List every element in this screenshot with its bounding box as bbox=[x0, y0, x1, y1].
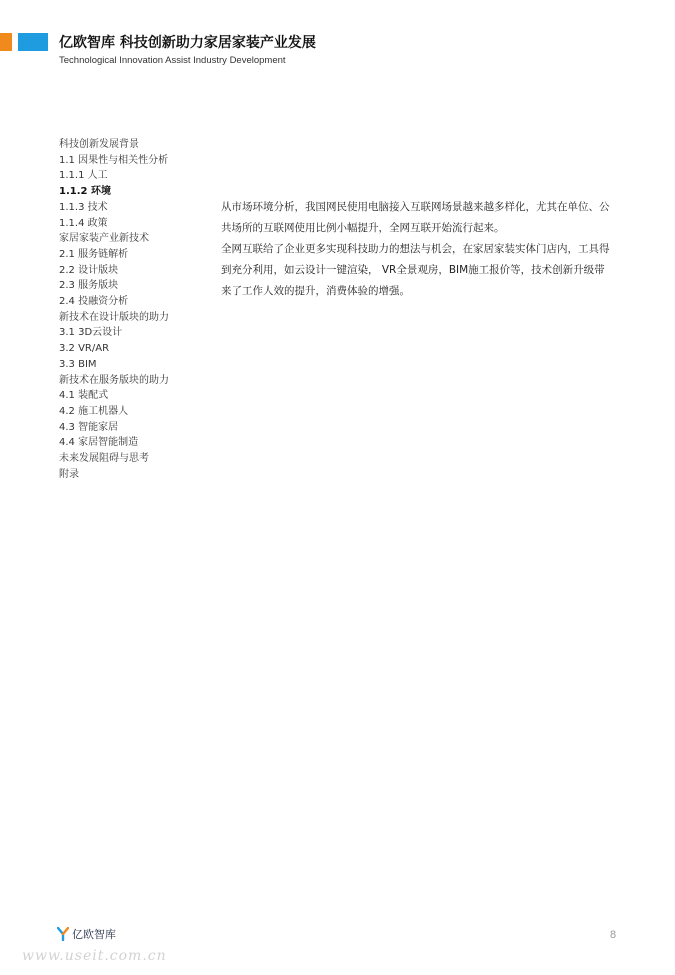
footer-logo-text: 亿欧智库 bbox=[72, 928, 116, 941]
yiou-logo-icon bbox=[57, 927, 69, 941]
toc-item[interactable]: 科技创新发展背景 bbox=[59, 139, 139, 150]
toc-item[interactable]: 新技术在设计版块的助力 bbox=[59, 311, 169, 323]
toc-item[interactable]: 4.4 家居智能制造 bbox=[59, 437, 139, 449]
toc-item[interactable]: 2.2 设计版块 bbox=[59, 264, 119, 276]
toc-item[interactable]: 未来发展阻碍与思考 bbox=[59, 453, 149, 465]
header-accent-orange bbox=[0, 33, 12, 51]
toc-item[interactable]: 4.3 智能家居 bbox=[59, 421, 119, 433]
toc-item[interactable]: 3.2 VR/AR bbox=[59, 343, 110, 355]
toc-item[interactable]: 1.1 因果性与相关性分析 bbox=[59, 154, 169, 166]
toc-item[interactable]: 2.4 投融资分析 bbox=[59, 296, 129, 308]
body-text bbox=[221, 197, 613, 302]
watermark-text: www.useit.com.cn bbox=[22, 948, 167, 964]
footer-logo bbox=[57, 926, 116, 942]
body-paragraph: 从市场环境分析，我国网民使用电脑接入互联网场景越来越多样化，尤其在单位、公共场所的互联网使用比例小幅提升，全网互联开始流行起来。 bbox=[221, 201, 610, 234]
toc-item[interactable]: 1.1.3 技术 bbox=[59, 201, 108, 213]
toc-item[interactable]: 3.3 BIM bbox=[59, 358, 97, 370]
page-subtitle: Technological Innovation Assist Industry Development bbox=[59, 55, 286, 66]
toc-item[interactable]: 家居家装产业新技术 bbox=[59, 233, 149, 245]
toc-item[interactable]: 1.1.1 人工 bbox=[59, 170, 108, 182]
table-of-contents bbox=[59, 137, 169, 482]
toc-item[interactable]: 4.1 装配式 bbox=[59, 390, 109, 402]
header-accent-blue bbox=[18, 33, 48, 51]
toc-item[interactable]: 1.1.4 政策 bbox=[59, 217, 108, 229]
toc-item[interactable]: 附录 bbox=[59, 468, 79, 480]
page-title: 亿欧智库 科技创新助力家居家装产业发展 bbox=[59, 35, 316, 51]
toc-item[interactable]: 新技术在服务版块的助力 bbox=[59, 374, 169, 386]
toc-item[interactable]: 2.3 服务版块 bbox=[59, 280, 119, 292]
page-number: 8 bbox=[610, 929, 617, 941]
toc-item[interactable]: 4.2 施工机器人 bbox=[59, 405, 129, 417]
toc-item-active[interactable]: 1.1.2 环境 bbox=[59, 186, 111, 198]
body-paragraph: 全网互联给了企业更多实现科技助力的想法与机会，在家居家装实体门店内，工具得到充分利用，如云设计一键渲染， VR全景观房，BIM施工报价等，技术创新升级带来了工作人效的提升，消费体验的增强。 bbox=[221, 243, 610, 297]
toc-item[interactable]: 2.1 服务链解析 bbox=[59, 248, 129, 260]
toc-item[interactable]: 3.1 3D云设计 bbox=[59, 327, 123, 339]
